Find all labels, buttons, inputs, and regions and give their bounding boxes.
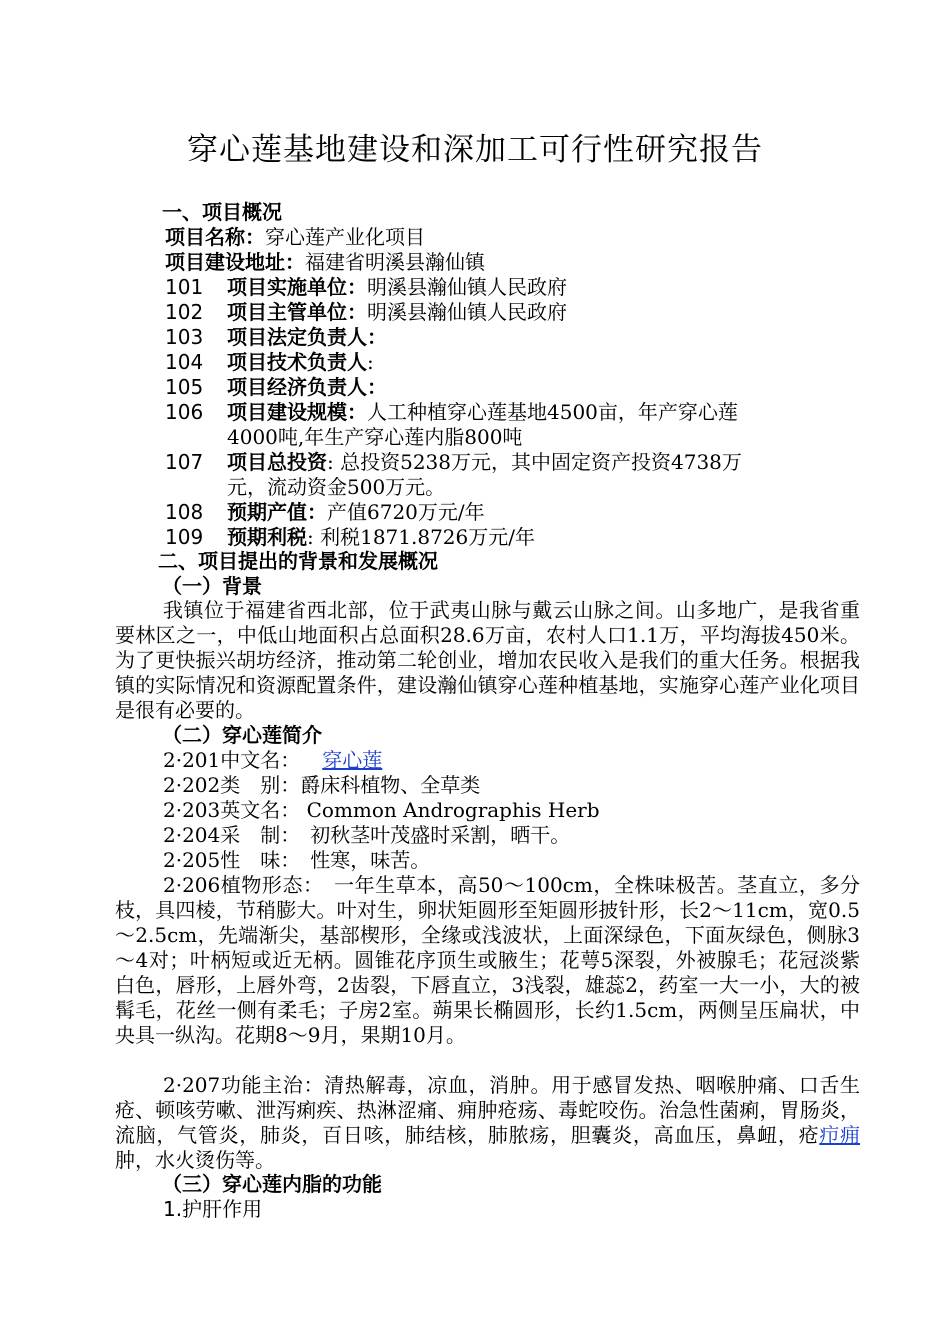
item-label: 项目经济负责人： [227, 375, 387, 399]
intro-line-202: 2·202类 别：爵床科植物、全草类 [163, 773, 481, 797]
item-value: 明溪县瀚仙镇人民政府 [367, 300, 567, 324]
item-value: 产值6720万元/年 [327, 500, 485, 524]
document-title: 穿心莲基地建设和深加工可行性研究报告 [187, 132, 763, 168]
intro-line-203: 2·203英文名： Common Andrographis Herb [163, 798, 600, 822]
chinese-name-label: 2·201中文名： [163, 748, 301, 772]
section-heading-background: 二、项目提出的背景和发展概况 [158, 549, 438, 573]
item-number: 104 [165, 350, 204, 374]
item-label: 预期产值： [227, 500, 327, 524]
project-name-value: 穿心莲产业化项目 [265, 225, 425, 249]
project-address-label: 项目建设地址： [165, 250, 305, 274]
function-text: 2·207功能主治：清热解毒，凉血，消肿。用于感冒发热、咽喉肿痛、口舌生疮、顿咳劳嗽、泄泻痢疾、热淋涩痛、痈肿疮疡、毒蛇咬伤。治急性菌痢，胃肠炎，流脑，气管炎，肺炎，百日咳，肺结核，肺脓疡，胆囊炎，高血压，鼻衄，疮 [115, 1073, 860, 1147]
item-label: 项目实施单位： [227, 275, 367, 299]
subsection-heading-function: （三）穿心莲内脂的功能 [162, 1172, 382, 1196]
item-number: 109 [165, 525, 204, 549]
item-106-continuation: 4000吨,年生产穿心莲内脂800吨 [227, 425, 523, 449]
function-text-end: 肿，水火烫伤等。 [115, 1148, 275, 1172]
item-value: 明溪县瀚仙镇人民政府 [367, 275, 567, 299]
item-number: 105 [165, 375, 204, 399]
item-number: 101 [165, 275, 204, 299]
item-value: : 总投资5238万元，其中固定资产投资4738万 [327, 450, 742, 474]
item-number: 107 [165, 450, 204, 474]
item-label: 项目主管单位： [227, 300, 367, 324]
project-name-label: 项目名称： [165, 225, 265, 249]
item-label: 预期利税 [227, 525, 307, 549]
item-label: 项目建设规模： [227, 400, 367, 424]
project-address-line [165, 250, 485, 274]
intro-line-204: 2·204采 制： 初秋茎叶茂盛时采割，晒干。 [163, 823, 571, 847]
subsection-heading-background: （一）背景 [162, 574, 262, 598]
item-102 [165, 300, 567, 324]
project-name-line [165, 225, 425, 249]
item-label: 项目法定负责人： [227, 325, 387, 349]
item-103 [165, 325, 387, 349]
item-value: : [367, 350, 374, 374]
function-link[interactable]: 疖痈 [819, 1123, 861, 1147]
section-heading-overview: 一、项目概况 [162, 200, 282, 224]
intro-line-201 [163, 748, 382, 772]
item-104 [165, 350, 374, 374]
item-105 [165, 375, 387, 399]
subsection-item-liver: 1.护肝作用 [163, 1197, 263, 1221]
item-value: 人工种植穿心莲基地4500亩，年产穿心莲 [367, 400, 738, 424]
item-107-continuation: 元，流动资金500万元。 [227, 475, 446, 499]
plant-morphology-paragraph: 2·206植物形态： 一年生草本，高50～100cm，全株味极苦。茎直立，多分枝，具四棱，节稍膨大。叶对生，卵状矩圆形至矩圆形披针形，长2～11cm，宽0.5～2.5cm，先端渐尖，基部楔形，全缘或浅波状，上面深绿色，下面灰绿色，侧脉3～4对；叶柄短或近无柄。圆锥花序顶生或腋生；花萼5深裂，外被腺毛；花冠淡紫白色，唇形，上唇外弯，2齿裂，下唇直立，3浅裂，雄蕊2，药室一大一小，大的被髯毛，花丝一侧有柔毛；子房2室。蒴果长椭圆形，长约1.5cm，两侧呈压扁状，中央具一纵沟。花期8～9月，果期10月。 [115, 873, 860, 1047]
background-paragraph: 我镇位于福建省西北部，位于武夷山脉与戴云山脉之间。山多地广，是我省重要林区之一，中低山地面积占总面积28.6万亩，农村人口1.1万，平均海拔450米。为了更快振兴胡坊经济，推动第二轮创业，增加农民收入是我们的重大任务。根据我镇的实际情况和资源配置条件，建设瀚仙镇穿心莲种植基地，实施穿心莲产业化项目是很有必要的。 [115, 598, 860, 722]
item-number: 102 [165, 300, 204, 324]
item-number: 106 [165, 400, 204, 424]
item-106 [165, 400, 738, 424]
project-address-value: 福建省明溪县瀚仙镇 [305, 250, 485, 274]
intro-line-205: 2·205性 味： 性寒，味苦。 [163, 848, 431, 872]
item-107 [165, 450, 742, 474]
chinese-name-link[interactable]: 穿心莲 [322, 748, 383, 772]
item-label: 项目技术负责人 [227, 350, 367, 374]
item-label: 项目总投资 [227, 450, 327, 474]
item-number: 103 [165, 325, 204, 349]
item-109 [165, 525, 535, 549]
item-101 [165, 275, 567, 299]
subsection-heading-intro: （二）穿心莲简介 [162, 723, 322, 747]
item-number: 108 [165, 500, 204, 524]
item-108 [165, 500, 485, 524]
item-value: : 利税1871.8726万元/年 [307, 525, 535, 549]
function-paragraph [115, 1073, 860, 1173]
